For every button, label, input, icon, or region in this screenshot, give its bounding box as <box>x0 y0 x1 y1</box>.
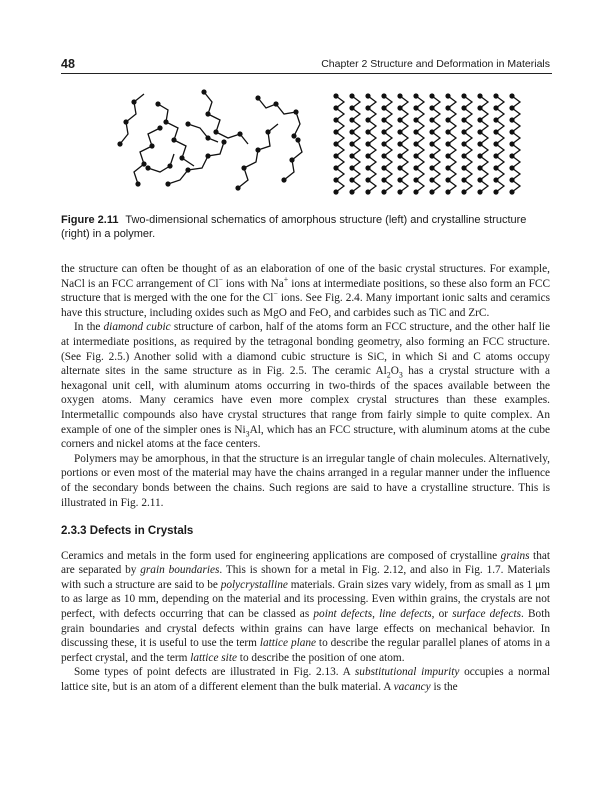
atom-dot <box>349 105 354 110</box>
atom-dot <box>205 153 210 158</box>
atom-dot <box>429 93 434 98</box>
atom-dot <box>509 93 514 98</box>
atom-dot <box>477 93 482 98</box>
atom-dot <box>333 177 338 182</box>
atom-dot <box>333 105 338 110</box>
atom-dot <box>349 93 354 98</box>
atom-dot <box>281 177 286 182</box>
atom-dot <box>381 189 386 194</box>
atom-dot <box>349 129 354 134</box>
polymer-chain <box>158 104 194 166</box>
atom-dot <box>171 137 176 142</box>
atom-dot <box>413 165 418 170</box>
atom-dot <box>429 177 434 182</box>
paragraph: Some types of point defects are illustrated in Fig. 2.13. A substitutional impurity occupies a normal lattice site, but is an atom of a different element than the bulk material. A vacancy is the <box>61 666 550 694</box>
atom-dot <box>429 141 434 146</box>
atom-dot <box>461 129 466 134</box>
atom-dot <box>461 189 466 194</box>
atom-dot <box>381 117 386 122</box>
atom-dot <box>365 105 370 110</box>
atom-dot <box>145 165 150 170</box>
atom-dot <box>397 189 402 194</box>
atom-dot <box>221 139 226 144</box>
atom-dot <box>381 105 386 110</box>
atom-dot <box>477 117 482 122</box>
atom-dot <box>381 93 386 98</box>
atom-dot <box>167 163 172 168</box>
atom-dot <box>333 165 338 170</box>
atom-dot <box>509 141 514 146</box>
atom-dot <box>413 177 418 182</box>
atom-dot <box>333 129 338 134</box>
atom-dot <box>509 165 514 170</box>
atom-dot <box>333 153 338 158</box>
atom-dot <box>289 157 294 162</box>
atom-dot <box>265 129 270 134</box>
atom-dot <box>477 141 482 146</box>
atom-dot <box>461 165 466 170</box>
polymer-chain <box>258 98 300 136</box>
atom-dot <box>397 117 402 122</box>
atom-dot <box>413 141 418 146</box>
polymer-structure-figure <box>108 84 538 204</box>
atom-dot <box>509 105 514 110</box>
atom-dot <box>381 129 386 134</box>
atom-dot <box>445 177 450 182</box>
atom-dot <box>429 189 434 194</box>
atom-dot <box>477 165 482 170</box>
atom-dot <box>509 177 514 182</box>
atom-dot <box>493 165 498 170</box>
atom-dot <box>131 99 136 104</box>
page-number: 48 <box>61 57 75 71</box>
atom-dot <box>241 165 246 170</box>
atom-dot <box>445 105 450 110</box>
atom-dot <box>185 121 190 126</box>
atom-dot <box>333 189 338 194</box>
atom-dot <box>445 165 450 170</box>
atom-dot <box>445 141 450 146</box>
atom-dot <box>381 165 386 170</box>
atom-dot <box>445 117 450 122</box>
paragraph: Polymers may be amorphous, in that the structure is an irregular tangle of chain molecules. Alternatively, portions or even most of the material may have the chains arranged in a regular manner under the influence of the secondary bonds between the chains. Such regions are said to have a crystalline structure. This is illustrated in Fig. 2.11. <box>61 452 550 509</box>
atom-dot <box>413 117 418 122</box>
crystalline-structure <box>333 93 520 194</box>
atom-dot <box>273 101 278 106</box>
atom-dot <box>493 117 498 122</box>
atom-dot <box>397 165 402 170</box>
atom-dot <box>397 129 402 134</box>
atom-dot <box>509 117 514 122</box>
polymer-chain <box>148 154 174 172</box>
atom-dot <box>493 105 498 110</box>
atom-dot <box>477 105 482 110</box>
atom-dot <box>349 189 354 194</box>
atom-dot <box>429 117 434 122</box>
header-rule <box>61 73 552 74</box>
atom-dot <box>235 185 240 190</box>
atom-dot <box>291 133 296 138</box>
paragraph: the structure can often be thought of as an elaboration of one of the basic crystal structures. For example, NaCl is an FCC arrangement of Cl− ions with Na+ ions at intermediate positions, so these also form an FCC structure that is merged with the one for the Cl− ions. See Fig. 2.4. Many important ionic salts and ceramics have this structure, including oxides such as MgO and FeO, and carbides such as TiC and ZrC. <box>61 263 550 319</box>
atom-dot <box>365 177 370 182</box>
atom-dot <box>413 189 418 194</box>
atom-dot <box>149 143 154 148</box>
atom-dot <box>461 105 466 110</box>
atom-dot <box>163 119 168 124</box>
atom-dot <box>445 93 450 98</box>
amorphous-structure <box>117 89 302 190</box>
atom-dot <box>397 93 402 98</box>
atom-dot <box>397 141 402 146</box>
atom-dot <box>157 125 162 130</box>
atom-dot <box>429 153 434 158</box>
atom-dot <box>493 189 498 194</box>
running-head: Chapter 2 Structure and Deformation in Materials <box>321 58 550 70</box>
atom-dot <box>365 129 370 134</box>
atom-dot <box>429 165 434 170</box>
atom-dot <box>205 111 210 116</box>
atom-dot <box>461 117 466 122</box>
atom-dot <box>349 153 354 158</box>
atom-dot <box>201 89 206 94</box>
polymer-chain <box>204 92 248 144</box>
atom-dot <box>397 177 402 182</box>
atom-dot <box>445 189 450 194</box>
atom-dot <box>397 153 402 158</box>
atom-dot <box>365 153 370 158</box>
atom-dot <box>493 177 498 182</box>
atom-dot <box>477 129 482 134</box>
atom-dot <box>413 129 418 134</box>
atom-dot <box>295 137 300 142</box>
polymer-chain <box>168 142 224 184</box>
atom-dot <box>141 161 146 166</box>
atom-dot <box>255 95 260 100</box>
section-heading: 2.3.3 Defects in Crystals <box>61 525 194 538</box>
atom-dot <box>509 153 514 158</box>
atom-dot <box>135 181 140 186</box>
atom-dot <box>429 129 434 134</box>
atom-dot <box>493 129 498 134</box>
atom-dot <box>461 177 466 182</box>
atom-dot <box>213 129 218 134</box>
atom-dot <box>365 189 370 194</box>
atom-dot <box>381 177 386 182</box>
atom-dot <box>461 141 466 146</box>
atom-dot <box>365 93 370 98</box>
atom-dot <box>493 141 498 146</box>
atom-dot <box>255 147 260 152</box>
atom-dot <box>445 129 450 134</box>
atom-dot <box>237 131 242 136</box>
atom-dot <box>205 135 210 140</box>
atom-dot <box>179 155 184 160</box>
atom-dot <box>461 153 466 158</box>
figure-caption-text: Two-dimensional schematics of amorphous structure (left) and crystalline structure (right) in a polymer. <box>61 214 527 240</box>
atom-dot <box>333 117 338 122</box>
body-text <box>61 262 550 695</box>
atom-dot <box>155 101 160 106</box>
atom-dot <box>413 105 418 110</box>
atom-dot <box>381 153 386 158</box>
atom-dot <box>445 153 450 158</box>
figure-caption <box>61 213 551 241</box>
atom-dot <box>365 165 370 170</box>
atom-dot <box>349 141 354 146</box>
polymer-chain <box>188 124 218 142</box>
polymer-chain <box>238 124 278 188</box>
atom-dot <box>397 105 402 110</box>
atom-dot <box>477 177 482 182</box>
atom-dot <box>493 93 498 98</box>
atom-dot <box>381 141 386 146</box>
atom-dot <box>413 93 418 98</box>
atom-dot <box>333 141 338 146</box>
figure-label: Figure 2.11 <box>61 214 119 226</box>
atom-dot <box>349 117 354 122</box>
paragraph: In the diamond cubic structure of carbon, half of the atoms form an FCC structure, and the other half lie at intermediate positions, as required by the tetragonal bonding geometry, also forming an FCC structure. (See Fig. 2.5.) Another solid with a diamond cubic structure is SiC, in which Si and C atoms occupy alternate sites in the same structure as in Fig. 2.5. The ceramic $Al_2O_3$ has a crystal structure with a hexagonal unit cell, with aluminum atoms occurring in two-thirds of the spaces available between the oxygen atoms. Many ceramics have even more complex crystal structures than these examples. Intermetallic compounds also have crystal structures that range from fairly simple to quite complex. An example of one of the simpler ones is $Ni_3Al$, which has an FCC structure, with aluminum atoms at the cube corners and nickel atoms at the face centers. <box>61 321 550 451</box>
atom-dot <box>461 93 466 98</box>
atom-dot <box>413 153 418 158</box>
atom-dot <box>509 129 514 134</box>
atom-dot <box>333 93 338 98</box>
atom-dot <box>185 167 190 172</box>
atom-dot <box>117 141 122 146</box>
polymer-chain <box>134 128 160 184</box>
atom-dot <box>365 141 370 146</box>
atom-dot <box>477 189 482 194</box>
atom-dot <box>365 117 370 122</box>
atom-dot <box>349 165 354 170</box>
atom-dot <box>509 189 514 194</box>
atom-dot <box>477 153 482 158</box>
atom-dot <box>293 109 298 114</box>
atom-dot <box>165 181 170 186</box>
atom-dot <box>349 177 354 182</box>
paragraph: Ceramics and metals in the form used for engineering applications are composed of crystalline grains that are separated by grain boundaries. This is shown for a metal in Fig. 2.12, and also in Fig. 1.7. Materials with such a structure are said to be polycrystalline materials. Grain sizes vary widely, from as small as 1 μm to as large as 10 mm, depending on the material and its processing. Even within grains, the crystals are not perfect, with defects occurring that can be classed as point defects, line defects, or surface defects. Both grain boundaries and crystal defects within grains can have large effects on mechanical behavior. In discussing these, it is useful to use the term lattice plane to describe the regular parallel planes of atoms in a perfect crystal, and the term lattice site to describe the position of one atom. <box>61 549 551 664</box>
atom-dot <box>429 105 434 110</box>
atom-dot <box>123 119 128 124</box>
atom-dot <box>493 153 498 158</box>
